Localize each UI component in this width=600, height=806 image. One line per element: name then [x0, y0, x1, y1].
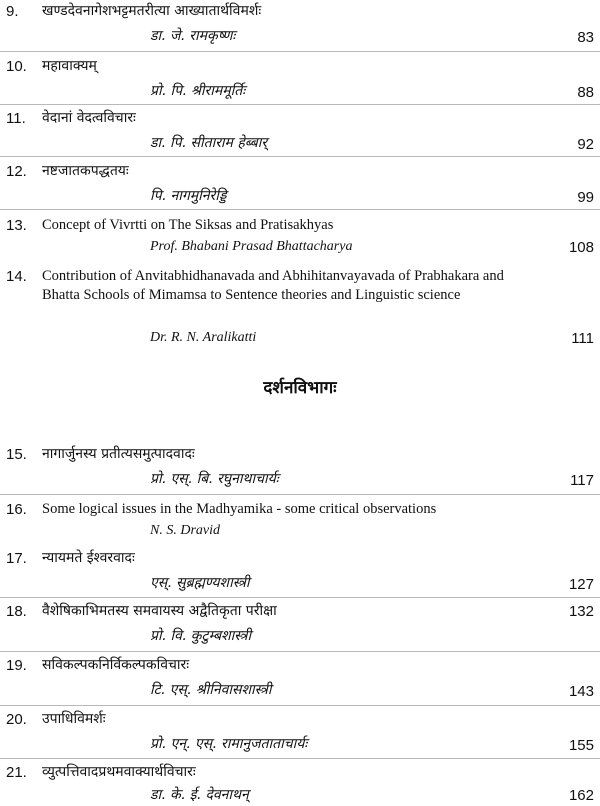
entry-page: 111 [571, 330, 594, 347]
entry-title: सविकल्पकनिर्विकल्पकविचारः [42, 657, 190, 673]
divider [0, 51, 600, 52]
entry-author: N. S. Dravid [150, 523, 220, 538]
entry-author: Prof. Bhabani Prasad Bhattacharya [150, 239, 353, 254]
entry-number: 19. [6, 657, 27, 674]
entry-title: खण्डदेवनागेशभट्टमतरीत्या आख्यातार्थविमर्शः [42, 3, 262, 19]
entry-title: Some logical issues in the Madhyamika - some critical observations [42, 501, 437, 517]
entry-title: महावाक्यम् [42, 58, 97, 74]
divider [0, 758, 600, 759]
entry-author: प्रो. पि. श्रीराममूर्तिः [150, 83, 246, 99]
entry-number: 14. [6, 268, 27, 285]
entry-author: प्रो. एन्. एस्. रामानुजताताचार्यः [150, 736, 308, 752]
entry-title: व्युत्पत्तिवादप्रथमवाक्यार्थविचारः [42, 764, 196, 780]
entry-author: डा. पि. सीताराम हेब्बार् [150, 135, 268, 151]
entry-number: 16. [6, 501, 27, 518]
entry-title: नष्टजातकपद्धतयः [42, 163, 129, 179]
entry-author: प्रो. एस्. बि. रघुनाथाचार्यः [150, 471, 279, 487]
divider [0, 597, 600, 598]
divider [0, 494, 600, 495]
entry-title: न्यायमते ईश्वरवादः [42, 550, 135, 566]
divider [0, 705, 600, 706]
entry-page: 162 [568, 787, 594, 804]
divider [0, 156, 600, 157]
entry-title: वेदानां वेदत्वविचारः [42, 110, 136, 126]
entry-page: 88 [577, 84, 594, 101]
entry-page: 155 [568, 737, 594, 754]
entry-page: 132 [568, 603, 594, 620]
entry-title: उपाधिविमर्शः [42, 711, 106, 727]
entry-number: 21. [6, 764, 27, 781]
entry-page: 143 [568, 683, 594, 700]
entry-author: Dr. R. N. Aralikatti [150, 330, 257, 345]
entry-number: 9. [6, 3, 19, 20]
entry-author: पि. नागमुनिरेड्डि [150, 188, 227, 204]
divider [0, 209, 600, 210]
entry-title: नागार्जुनस्य प्रतीत्यसमुत्पादवादः [42, 446, 195, 462]
entry-number: 18. [6, 603, 27, 620]
divider [0, 651, 600, 652]
entry-page: 92 [577, 136, 594, 153]
entry-number: 10. [6, 58, 27, 75]
entry-page: 127 [568, 576, 594, 593]
divider [0, 104, 600, 105]
entry-title: Concept of Vivrtti on The Siksas and Pratisakhyas [42, 217, 334, 233]
entry-author: डा. जे. रामकृष्णः [150, 28, 236, 44]
entry-page: 83 [577, 29, 594, 46]
entry-author: प्रो. वि. कुटुम्बशास्त्री [150, 628, 252, 644]
entry-number: 15. [6, 446, 27, 463]
entry-page: 108 [568, 239, 594, 256]
entry-number: 12. [6, 163, 27, 180]
entry-author: एस्. सुब्रह्मण्यशास्त्री [150, 575, 250, 591]
entry-number: 20. [6, 711, 27, 728]
entry-number: 11. [6, 110, 26, 127]
entry-author: टि. एस्. श्रीनिवासशास्त्री [150, 682, 272, 698]
entry-title: वैशेषिकाभिमतस्य समवायस्य अद्वैतिकृता परीक्षा [42, 603, 277, 619]
section-heading: दर्शनविभागः [263, 378, 337, 398]
entry-number: 17. [6, 550, 27, 567]
entry-title: Contribution of Anvitabhidhanavada and Abhihitanvayavada of Prabhakara and Bhatta Schools of Mimamsa to Sentence theories and Linguistic science [42, 268, 504, 303]
entry-author: डा. के. ई. देवनाथन् [150, 787, 249, 803]
entry-page: 117 [570, 472, 594, 489]
entry-page: 99 [577, 189, 594, 206]
entry-number: 13. [6, 217, 27, 234]
